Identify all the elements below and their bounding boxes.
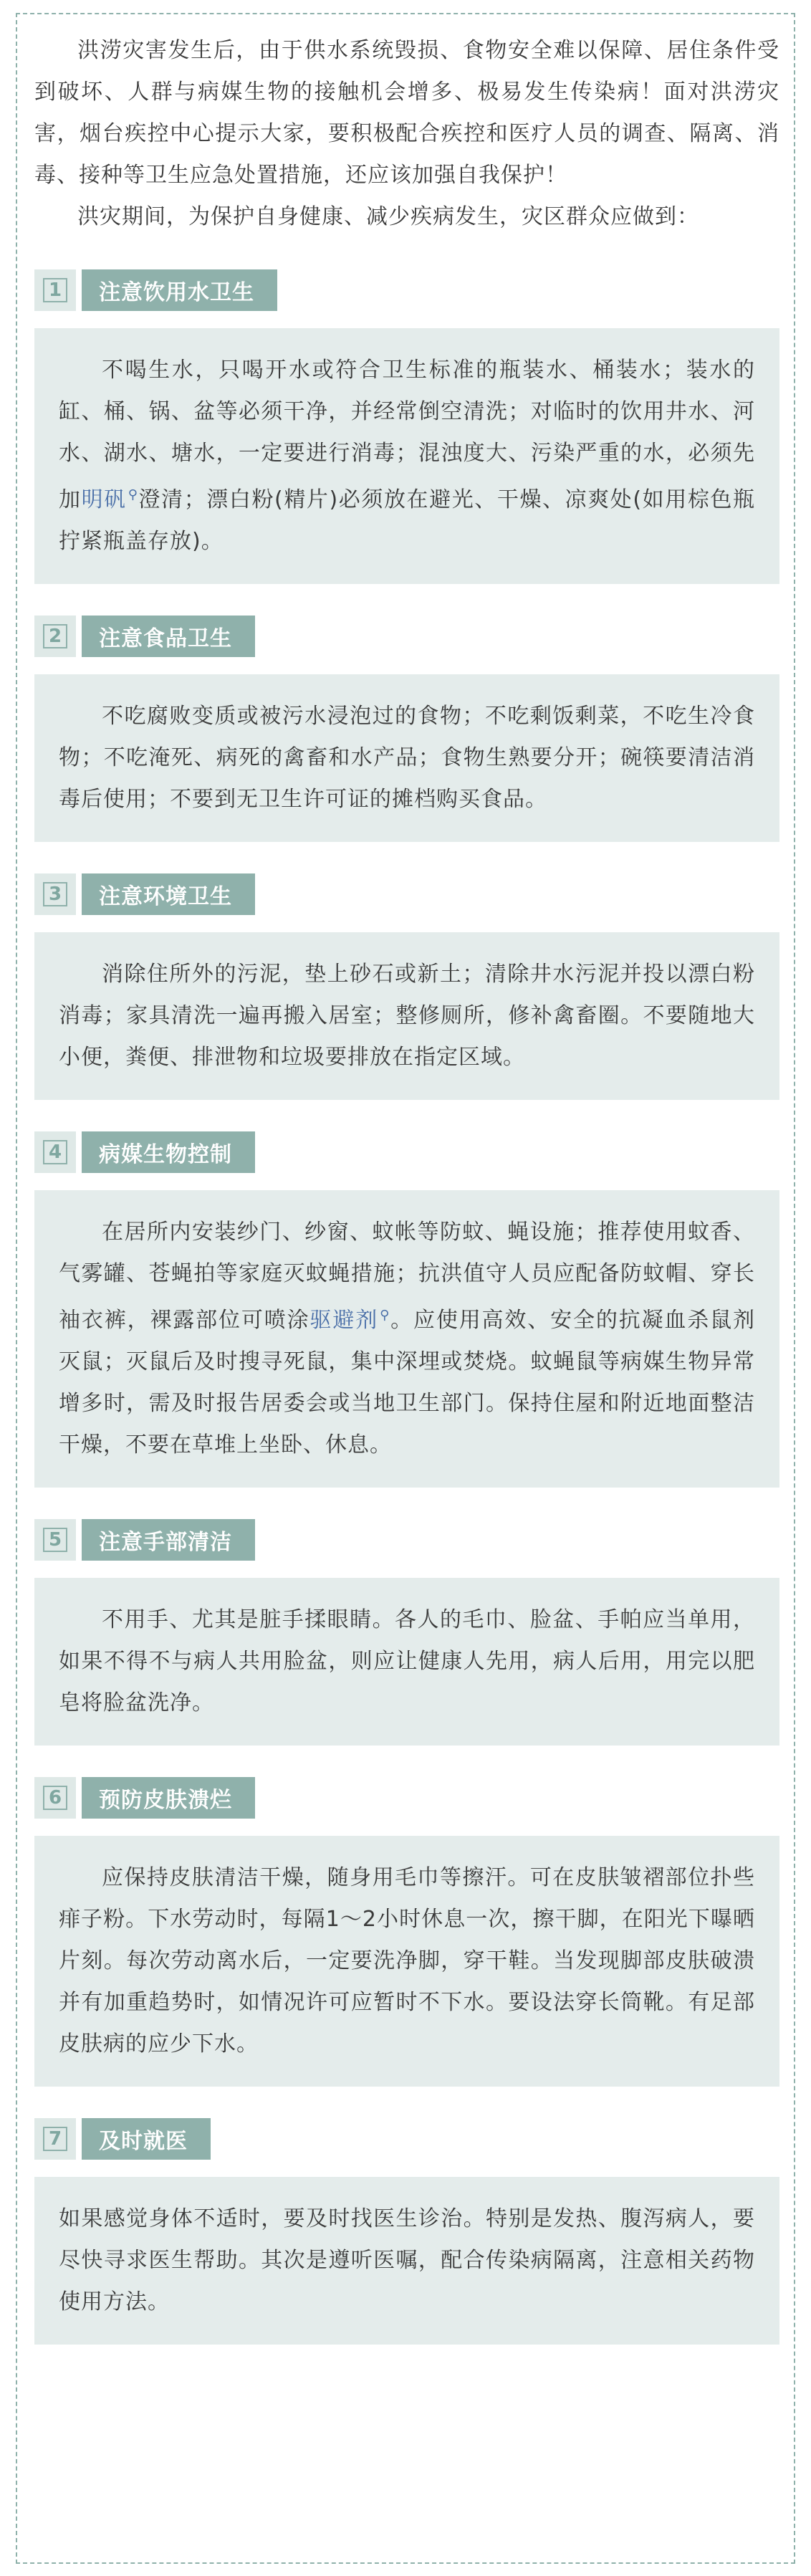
section-number-badge — [34, 1131, 76, 1173]
section-vector-control — [34, 1131, 779, 1488]
section-seek-medical-care — [34, 2118, 779, 2345]
text-before-link: 在居所内安装纱门、纱窗、蚊帐等防蚊、蝇设施；推荐使用蚊香、气雾罐、苍蝇拍等家庭灭蚊蝇措施；抗洪值守人员应配备防蚊帽、穿长袖衣裤，裸露部位可喷涂 — [59, 1220, 755, 1333]
section-card — [34, 1190, 779, 1488]
section-number: 3 — [43, 882, 67, 906]
text-after-link: 。应使用高效、安全的抗凝血杀鼠剂灭鼠；灭鼠后及时搜寻死鼠，集中深埋或焚烧。蚊蝇鼠等病媒生物异常增多时，需及时报告居委会或当地卫生部门。保持住屋和附近地面整洁干燥，不要在草堆上坐卧、休息。 — [59, 1308, 756, 1457]
section-title: 预防皮肤溃烂 — [82, 1777, 255, 1819]
section-card — [34, 932, 779, 1100]
section-card — [34, 328, 779, 584]
section-skin-care — [34, 1777, 779, 2087]
section-title: 注意环境卫生 — [82, 873, 255, 915]
section-number: 5 — [43, 1528, 67, 1552]
section-number: 7 — [43, 2127, 67, 2151]
section-card — [34, 1578, 779, 1746]
section-text — [59, 350, 755, 562]
section-number-badge — [34, 873, 76, 915]
section-number-badge — [34, 616, 76, 657]
section-title: 病媒生物控制 — [82, 1131, 255, 1173]
search-icon[interactable]: ⚲ — [128, 487, 138, 502]
article-content — [34, 13, 779, 2345]
section-drinking-water — [34, 269, 779, 584]
section-header — [34, 2118, 779, 2160]
section-number-badge — [34, 1519, 76, 1561]
section-number-badge — [34, 1777, 76, 1819]
section-title: 注意食品卫生 — [82, 616, 255, 657]
section-text: 应保持皮肤清洁干燥，随身用毛巾等擦汗。可在皮肤皱褶部位扑些痱子粉。下水劳动时，每隔1～2小时休息一次，擦干脚，在阳光下曝晒片刻。每次劳动离水后，一定要洗净脚，穿干鞋。当发现脚部皮肤破溃并有加重趋势时，如情况许可应暂时不下水。要设法穿长筒靴。有足部皮肤病的应少下水。 — [59, 1865, 755, 2057]
section-card — [34, 1836, 779, 2087]
section-header — [34, 1777, 779, 1819]
section-food-hygiene — [34, 616, 779, 842]
section-header — [34, 269, 779, 311]
section-number: 6 — [43, 1786, 67, 1810]
section-header — [34, 1519, 779, 1561]
section-text — [59, 1212, 755, 1466]
text-after-link: 澄清；漂白粉(精片)必须放在避光、干燥、凉爽处(如用棕色瓶拧紧瓶盖存放)。 — [59, 487, 756, 554]
section-number: 2 — [43, 624, 67, 648]
alum-link[interactable]: 明矾 — [81, 487, 127, 512]
section-environment-hygiene — [34, 873, 779, 1100]
section-number: 4 — [43, 1140, 67, 1164]
section-card — [34, 674, 779, 842]
section-title: 注意手部清洁 — [82, 1519, 255, 1561]
section-number-badge — [34, 2118, 76, 2160]
section-title: 及时就医 — [82, 2118, 211, 2160]
section-text: 如果感觉身体不适时，要及时找医生诊治。特别是发热、腹泻病人，要尽快寻求医生帮助。其次是遵听医嘱，配合传染病隔离，注意相关药物使用方法。 — [59, 2206, 755, 2314]
section-text: 消除住所外的污泥，垫上砂石或新土；清除井水污泥并投以漂白粉消毒；家具清洗一遍再搬入居室；整修厕所，修补禽畜圈。不要随地大小便，粪便、排泄物和垃圾要排放在指定区域。 — [59, 962, 755, 1070]
intro-paragraph-2: 洪灾期间，为保护自身健康、减少疾病发生，灾区群众应做到： — [77, 204, 699, 229]
section-text: 不吃腐败变质或被污水浸泡过的食物；不吃剩饭剩菜，不吃生冷食物；不吃淹死、病死的禽畜和水产品；食物生熟要分开；碗筷要清洁消毒后使用；不要到无卫生许可证的摊档购买食品。 — [59, 704, 755, 812]
section-header — [34, 616, 779, 657]
section-header — [34, 873, 779, 915]
intro-paragraph-1: 洪涝灾害发生后，由于供水系统毁损、食物安全难以保障、居住条件受到破坏、人群与病媒生物的接触机会增多、极易发生传染病！面对洪涝灾害，烟台疾控中心提示大家，要积极配合疾控和医疗人员的调查、隔离、消毒、接种等卫生应急处置措施，还应该加强自我保护！ — [34, 38, 779, 188]
section-card — [34, 2177, 779, 2345]
search-icon[interactable]: ⚲ — [380, 1308, 390, 1323]
text-before-link: 不喝生水，只喝开水或符合卫生标准的瓶装水、桶装水；装水的缸、桶、锅、盆等必须干净，并经常倒空清洗；对临时的饮用井水、河水、湖水、塘水，一定要进行消毒；混浊度大、污染严重的水，必须先加 — [59, 358, 755, 512]
section-text: 不用手、尤其是脏手揉眼睛。各人的毛巾、脸盆、手帕应当单用，如果不得不与病人共用脸盆，则应让健康人先用，病人后用，用完以肥皂将脸盆洗净。 — [59, 1607, 755, 1715]
section-header — [34, 1131, 779, 1173]
section-number-badge — [34, 269, 76, 311]
section-hand-hygiene — [34, 1519, 779, 1746]
repellent-link[interactable]: 驱避剂 — [309, 1308, 379, 1333]
section-title: 注意饮用水卫生 — [82, 269, 277, 311]
section-number: 1 — [43, 278, 67, 302]
